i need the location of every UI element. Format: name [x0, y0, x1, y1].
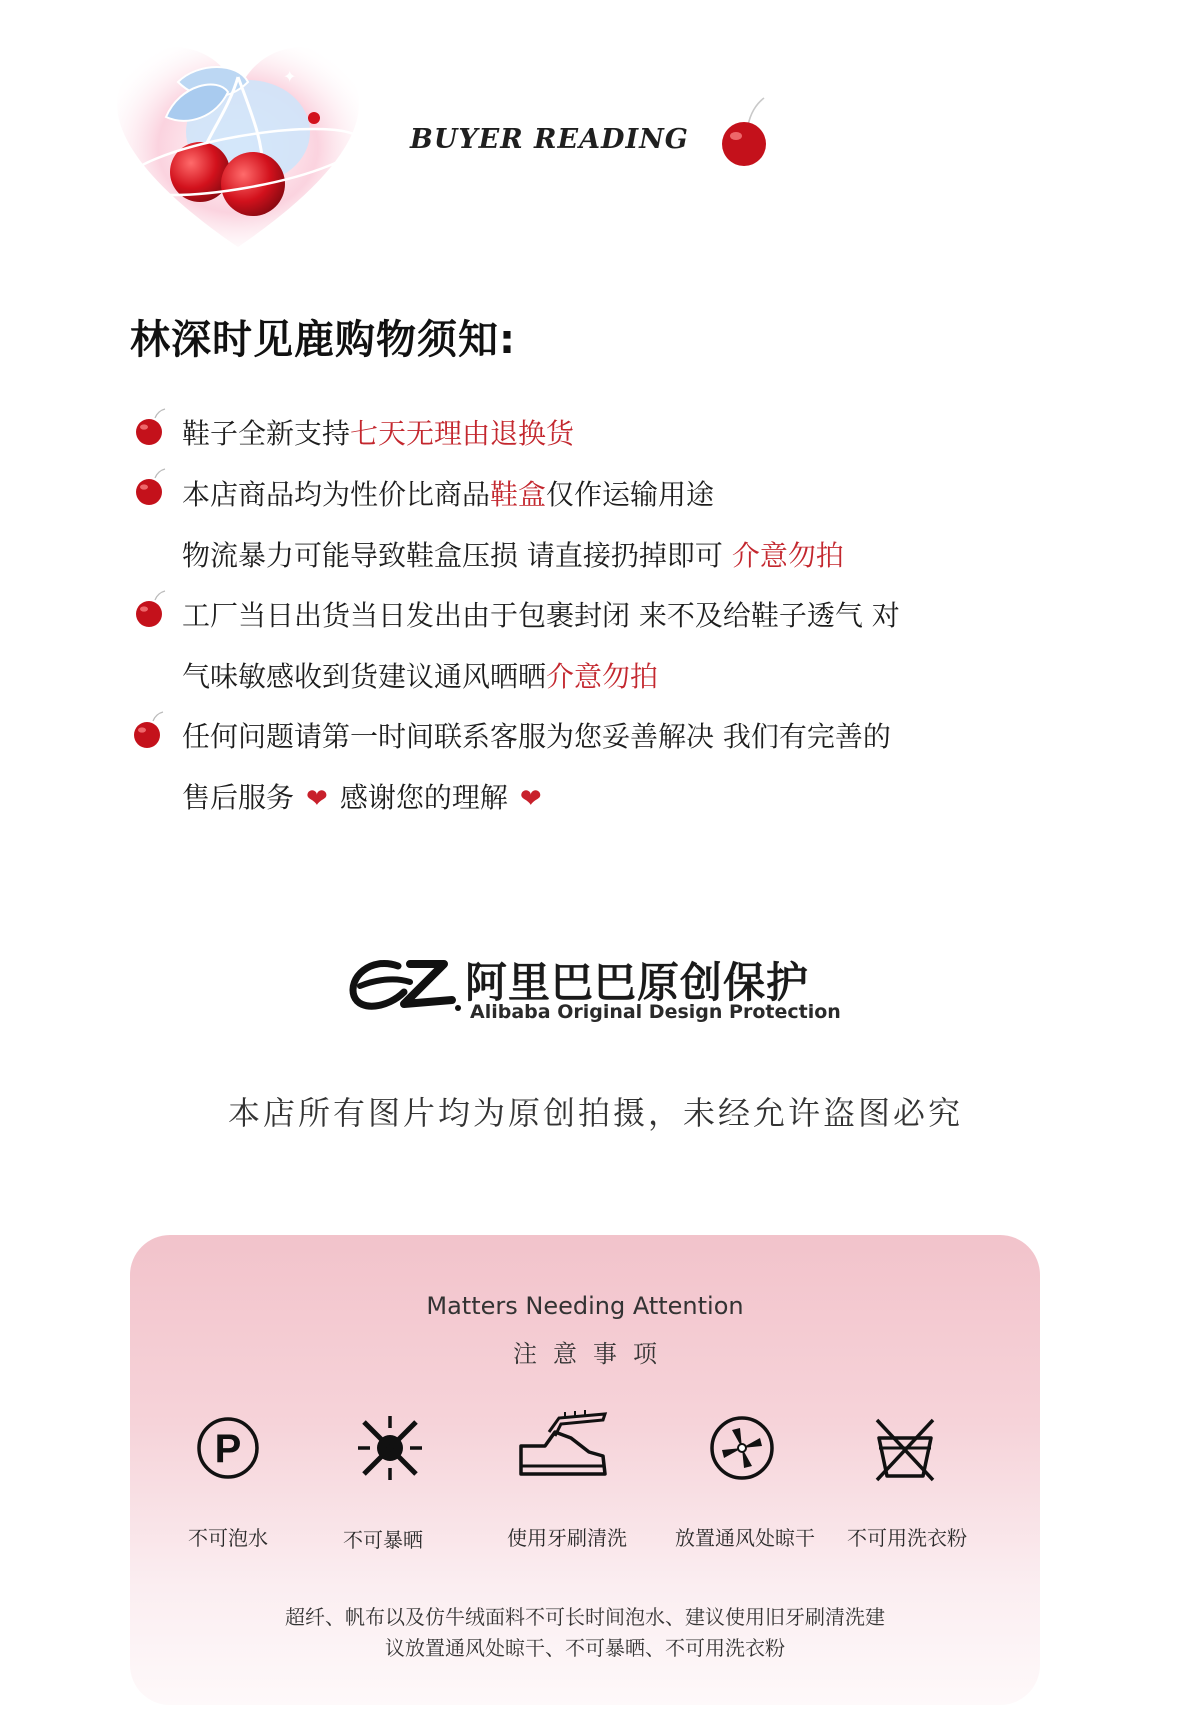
- cherry-bullet-icon: [133, 468, 169, 506]
- care-label-brush: 使用牙刷清洗: [507, 1526, 627, 1550]
- notice-item-6-text: 任何问题请第一时间联系客服为您妥善解决 我们有完善的: [182, 720, 891, 753]
- notice-item-4-text: 工厂当日出货当日发出由于包裹封闭 来不及给鞋子透气 对: [182, 599, 900, 632]
- care-note-line-2: 议放置通风处晾干、不可暴晒、不可用洗衣粉: [385, 1636, 785, 1660]
- care-note-line-1: 超纤、帆布以及仿牛绒面料不可长时间泡水、建议使用旧牙刷清洗建: [285, 1605, 885, 1629]
- notice-item-3: [182, 534, 844, 574]
- notice-item-3-text: 物流暴力可能导致鞋盒压损 请直接扔掉即可: [182, 539, 732, 572]
- notice-item-2-tail: 仅作运输用途: [546, 478, 715, 511]
- notice-item-7: [182, 776, 554, 816]
- notice-item-5-highlight: 介意勿拍: [546, 660, 659, 693]
- heart-icon: ❤: [519, 784, 542, 814]
- cherry-icon: [718, 96, 772, 168]
- svg-text:P: P: [214, 1427, 242, 1471]
- svg-text:✦: ✦: [148, 201, 159, 215]
- care-title-en: Matters Needing Attention: [426, 1292, 744, 1320]
- notice-item-5: [182, 655, 658, 695]
- notice-item-7-tail: 感谢您的理解: [339, 781, 508, 814]
- ventilation-icon: [702, 1408, 782, 1488]
- notice-item-7-text: 售后服务: [182, 781, 295, 814]
- alibaba-protection-subtitle: Alibaba Original Design Protection: [470, 1001, 841, 1023]
- care-label-no-sun: 不可暴晒: [343, 1528, 423, 1552]
- notice-item-3-highlight: 介意勿拍: [731, 539, 844, 572]
- alibaba-protection-title: 阿里巴巴原创保护: [465, 958, 810, 1007]
- cherry-bullet-icon: [133, 590, 169, 628]
- header-title: BUYER READING: [410, 124, 689, 155]
- notice-item-1: [182, 412, 574, 452]
- no-detergent-icon: [865, 1408, 945, 1488]
- care-label-no-detergent: 不可用洗衣粉: [847, 1526, 967, 1550]
- notice-item-2: [182, 473, 714, 513]
- notice-item-2-highlight: 鞋盒: [490, 478, 547, 511]
- notice-item-4: [182, 594, 900, 634]
- notice-title: 林深时见鹿购物须知:: [130, 317, 516, 363]
- notice-item-2-text: 本店商品均为性价比商品: [182, 478, 491, 511]
- notice-item-1-highlight: 七天无理由退换货: [350, 417, 575, 450]
- care-label-no-soak: 不可泡水: [188, 1526, 268, 1550]
- cherry-bullet-icon: [133, 408, 169, 446]
- notice-item-5-text: 气味敏感收到货建议通风晒晒: [182, 660, 547, 693]
- heart-icon: ❤: [306, 784, 328, 814]
- copyright-note: 本店所有图片均为原创拍摄，未经允许盗图必究: [228, 1094, 964, 1132]
- care-title-cn: 注意事项: [513, 1340, 673, 1368]
- alibaba-logo: [340, 948, 464, 1018]
- care-label-ventilation: 放置通风处晾干: [675, 1526, 815, 1550]
- cherry-bullet-icon: [131, 711, 167, 749]
- svg-text:✦: ✦: [283, 67, 297, 86]
- notice-item-1-text: 鞋子全新支持: [182, 417, 351, 450]
- notice-item-6: [182, 715, 891, 755]
- no-soak-icon: [188, 1408, 268, 1488]
- shoe-brush-icon: [515, 1408, 611, 1488]
- cherry-heart-illustration: [88, 22, 388, 262]
- no-sun-icon: [350, 1408, 430, 1488]
